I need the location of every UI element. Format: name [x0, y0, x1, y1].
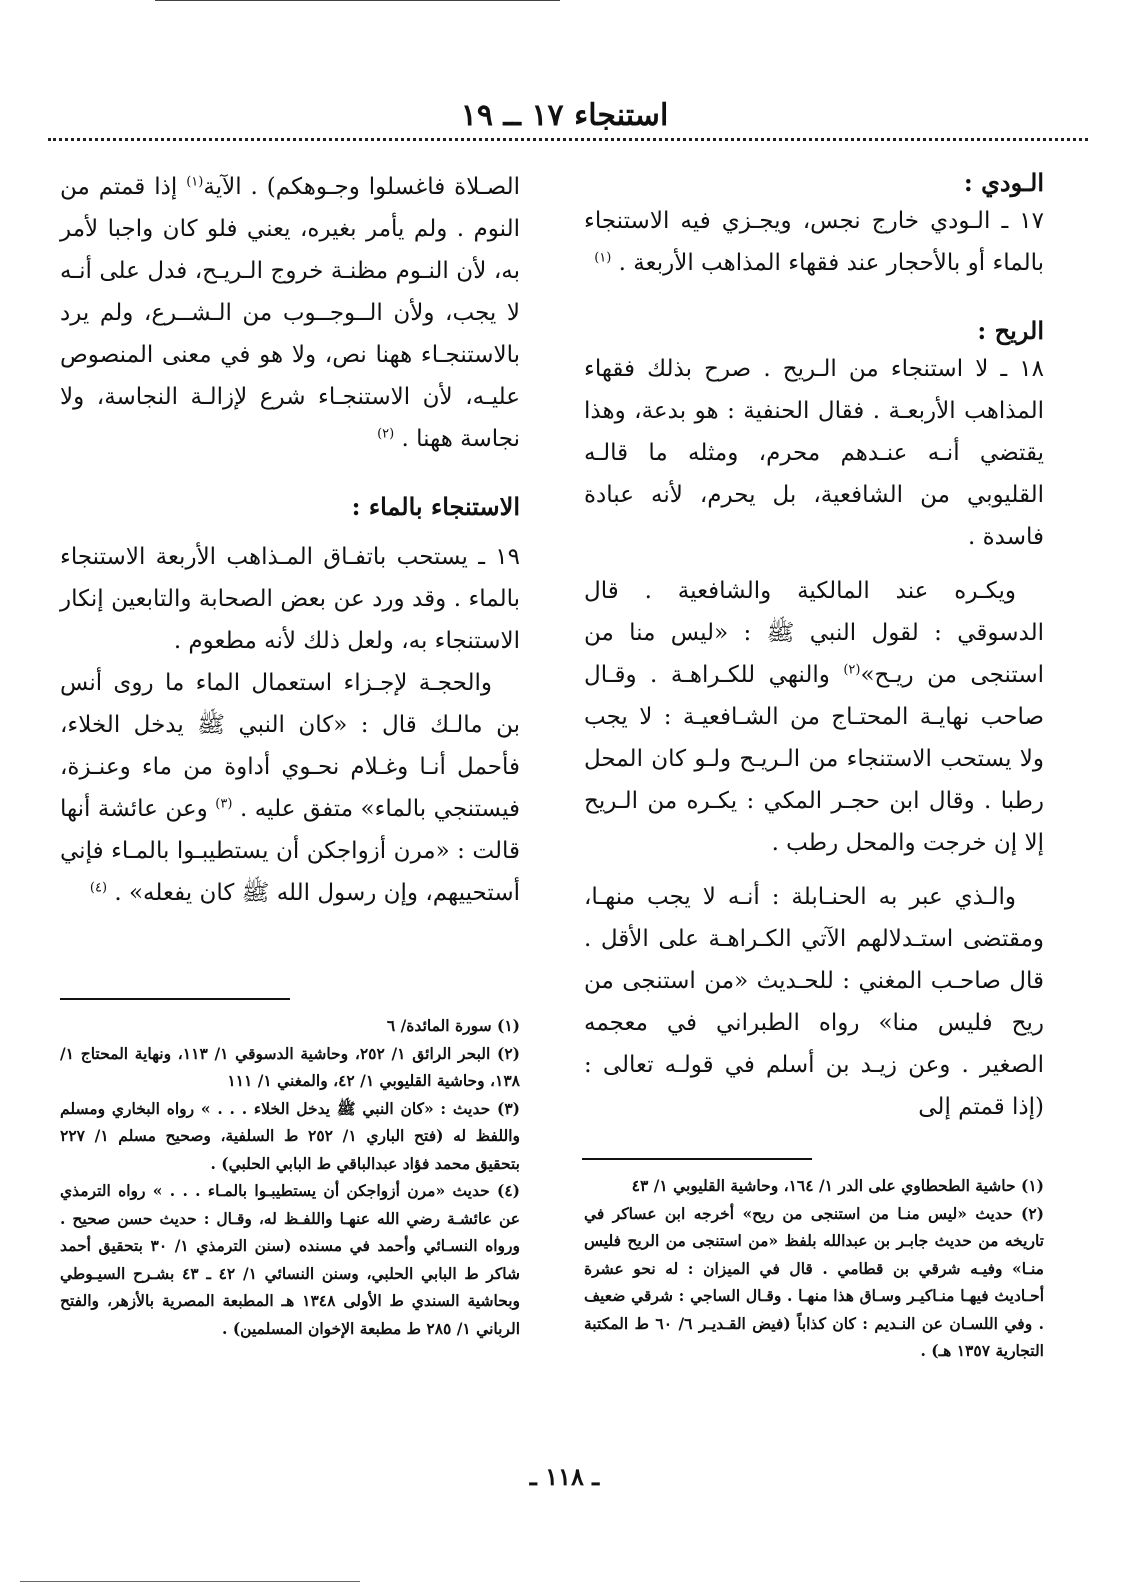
section-17-text: ١٧ ـ الـودي خارج نجس، ويجـزي فيه الاستنجاء بالماء أو بالأحجار عند فقهاء المذاهب الأربعة .	[584, 208, 1044, 276]
footnotes-left	[60, 998, 520, 1342]
footnote-item: (٣) حديث : «كان النبي ﷺ يدخل الخلاء . . . » رواه البخاري ومسلم واللفظ له (فتح الباري ١/ ٢٥٢ ط السلفية، وصحيح مسلم ١/ ٢٢٧ بتحقيق محمد فؤاد عبدالباقي ط البابي الحلبي) .	[60, 1098, 521, 1173]
section-18-paragraph-2	[584, 570, 1044, 864]
section-19-p2-text-a: والحجـة لإجـزاء استعمال الماء ما روى أنس بن مالـك قال : «كان النبي ﷺ يدخل الخلاء، فأحمل أنـا وغـلام نحـوي أداوة من ماء وعنـزة، فيستنجي بالماء» متفق عليه .	[60, 670, 521, 822]
section-19-heading: الاستنجاء بالماء :	[351, 492, 520, 521]
footnote-ref: (١)	[594, 250, 612, 266]
footnote-item: (١) حاشية الطحطاوي على الدر ١/ ١٦٤، وحاشية القليوبي ١/ ٤٣	[631, 1176, 1044, 1195]
section-18-paragraph: ١٨ ـ لا استنجاء من الـريح . صرح بذلك فقهاء المذاهب الأربعـة . فقال الحنفية : هو بدعة، وهذا يقتضي أنـه عنـدهم محرم، ومثله ما قالـه القليوبي من الشافعية، بل يحرم، لأنه عبادة فاسدة .	[584, 356, 1044, 550]
header-dotted-divider	[48, 138, 1088, 141]
section-18-heading: الريح :	[977, 316, 1044, 345]
running-header: استنجاء ١٧ ــ ١٩	[460, 98, 669, 133]
continuation-text-a: الصـلاة فاغسلوا وجـوهكم) . الآية	[203, 174, 521, 200]
continuation-text-b: إذا قمتم من النوم . ولم يأمر بغيره، يعني فلو كان واجبا لأمر به، لأن النـوم مظنـة خروج الـريـح، فدل على أنـه لا يجب، ولأن الــوجــوب من الـشــرع، ولم يرد بالاستنجـاء ههنا نص، ولا هو في معنى المنصوص عليـه، لأن الاستنجـاء شرع لإزالـة النجاسة، ولا نجاسة ههنا .	[60, 174, 520, 452]
footnote-ref: (١)	[186, 174, 204, 190]
section-18-paragraph-3: والـذي عبر به الحنـابلة : أنـه لا يجب منهـا، ومقتضى استـدلالهم الآتي الكـراهـة على الأقل . قال صاحـب المغني : للحـديث «من استنجى من ريح فليس منا» رواه الطبراني في معجمه الصغير . وعن زيـد بن أسلم في قولـه تعالى : (إذا قمتم إلى	[584, 884, 1044, 1120]
continuation-paragraph	[60, 166, 520, 460]
section-19-p2-text-b: وعن عائشة أنها قالت : «مرن أزواجكن أن يستطيبـوا بالمـاء فإني أستحييهم، وإن رسول الله ﷺ كان يفعله» .	[60, 796, 520, 906]
footnote-item: (١) سورة المائدة/ ٦	[386, 1016, 520, 1035]
top-rule	[155, 0, 560, 1]
bottom-rule	[20, 1581, 360, 1582]
footnote-ref: (٢)	[843, 662, 861, 678]
section-18-p2-text-a: ويكـره عند المالكية والشافعية . قال الدسوقي : لقول النبي ﷺ : «ليس منا من استنجى من ريـح»	[584, 578, 1044, 688]
section-17-heading: الـودي :	[963, 168, 1044, 197]
section-18-p2-text-b: والنهي للكـراهـة . وقـال صاحب نهايـة المحتـاج من الشـافعيـة : لا يجب ولا يستحب الاستنجاء من الـريـح ولـو كان المحل رطبا . وقال ابن حجـر المكي : يكـره من الـريح إلا إن خرجت والمحل رطب .	[584, 662, 1044, 856]
footnote-item: (٢) البحر الرائق ١/ ٢٥٢، وحاشية الدسوقي ١/ ١١٣، ونهاية المحتاج ١/ ١٣٨، وحاشية القليوبي ١/ ٤٢، والمغني ١/ ١١١	[60, 1043, 520, 1090]
section-17-paragraph	[584, 200, 1044, 284]
footnote-item: (٢) حديث «ليس منـا من استنجى من ريح» أخرجه ابن عساكر في تاريخه من حديث جابـر بن عبدالله بلفظ «من استنجى من الريح فليس منـا» وفيـه شرقي بن قطامي . قال في الميزان : له نحو عشرة أحـاديث فيهـا منـاكيـر وسـاق هذا منهـا . وقـال الساجي : شرقي ضعيف . وفي اللسـان عن النـديم : كان كذاباً (فيض القـديـر ٦/ ٦٠ ط المكتبة التجارية ١٣٥٧ هـ) .	[584, 1203, 1045, 1360]
footnote-rule	[60, 998, 290, 1000]
footnote-ref: (٤)	[89, 880, 108, 896]
section-19-paragraph-2	[60, 662, 520, 914]
page-number: ـ ١١٨ ـ	[529, 1462, 600, 1491]
footnote-ref: (٣)	[215, 796, 233, 812]
footnotes-right	[584, 1158, 1044, 1365]
section-19-paragraph: ١٩ ـ يستحب باتفـاق المـذاهب الأربعة الاستنجاء بالماء . وقد ورد عن بعض الصحابة والتابعين إنكار الاستنجاء به، ولعل ذلك لأنه مطعوم .	[60, 544, 520, 654]
footnote-ref: (٢)	[377, 426, 395, 442]
footnote-item: (٤) حديث «مرن أزواجكن أن يستطيبـوا بالمـاء . . . » رواه الترمذي عن عائشـة رضي الله عنهـا واللفـظ له، وقـال : حديث حسن صحيح . ورواه النسـائي وأحمد في مسنده (سنن الترمذي ١/ ٣٠ بتحقيق أحمد شاكر ط البابي الحلبي، وسنن النسائي ١/ ٤٢ ـ ٤٣ بشـرح السيـوطي وبحاشية السندي ط الأولى ١٣٤٨ هـ المطبعة المصرية بالأزهر، والفتح الرباني ١/ ٢٨٥ ط مطبعة الإخوان المسلمين) .	[60, 1181, 521, 1338]
footnote-rule	[582, 1158, 812, 1160]
